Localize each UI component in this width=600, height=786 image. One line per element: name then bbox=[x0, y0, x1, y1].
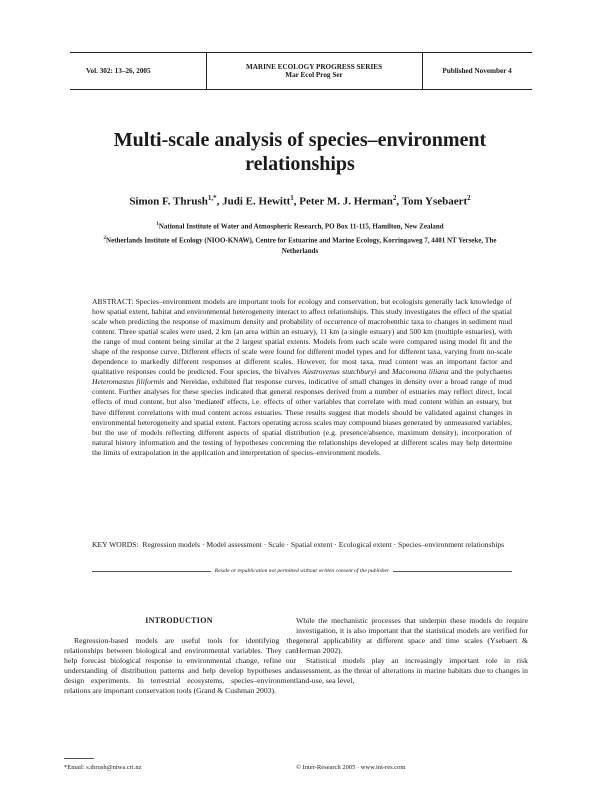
published-info bbox=[422, 53, 532, 89]
affiliation-text: Netherlands Institute of Ecology (NIOO-KNAW), Centre for Estuarine and Marine Ecology, Korringaweg 7, 4401 NT Yerseke, The Netherlands bbox=[106, 236, 497, 255]
author-separator: , bbox=[396, 195, 402, 208]
author-separator: , bbox=[216, 195, 223, 208]
author-name: Peter M. J. Herman bbox=[299, 195, 393, 208]
intro-text: Regression-based models are useful tools for identifying the relationships between biological and environmental variables. They can help forecast biological response to environmental change, refine our understanding of distribution patterns and help develop hypotheses and design experiments. In terrestrial ecosystems, species–environment relations are important conservation tools (Grand & Cushman 2003). bbox=[64, 636, 296, 696]
species-name: Austrovenus stutchburyi bbox=[302, 367, 377, 377]
author-name: Simon F. Thrush bbox=[129, 195, 208, 208]
section-heading: INTRODUCTION bbox=[145, 616, 213, 625]
keywords-label: KEY WORDS: bbox=[92, 540, 139, 549]
affiliation-number: 2 bbox=[103, 236, 107, 241]
article-title bbox=[60, 128, 540, 176]
affiliation-1 bbox=[100, 220, 500, 232]
journal-name: MARINE ECOLOGY PROGRESS SERIES bbox=[245, 63, 383, 71]
author-affil-mark: 1,* bbox=[207, 194, 217, 202]
affiliation-2 bbox=[100, 234, 500, 256]
resale-notice bbox=[92, 568, 512, 574]
published-date: Published November 4 bbox=[442, 67, 512, 75]
intro-paragraph: Statistical models play an increasingly important role in risk assessment, as the threat of alterations in marine habitats due to changes in land-use, sea level, bbox=[296, 656, 528, 686]
right-column bbox=[296, 616, 528, 686]
author-affil-mark: 2 bbox=[392, 194, 397, 202]
journal-header bbox=[70, 52, 532, 90]
author-name: Tom Ysebaert bbox=[401, 195, 468, 208]
journal-abbrev: Mar Ecol Prog Ser bbox=[285, 71, 343, 79]
volume-text: Vol. 302: 13–26, 2005 bbox=[86, 67, 151, 75]
affiliation-text: National Institute of Water and Atmospheric Research, PO Box 11-115, Hamilton, New Zealand bbox=[158, 222, 444, 231]
title-line-1: Multi-scale analysis of species–environment bbox=[113, 129, 487, 151]
abstract-text: Species–environment models are important tools for ecology and conservation, but ecologists generally lack knowledge of how spatial extent, habitat and environmental heterogeneity interact to affect relationships. This study investigates the effect of the spatial scale when predicting the response of maximum density and probability of occurrence of macrobenthic taxa to changes in sediment mud content. Three spatial scales were used, 2 km (an area within an estuary), 11 km (a single estuary) and 500 km (multiple estuaries), with the range of mud content being similar at the 2 largest spatial extents. Models from each scale were compared using model fit and the shape of the response curve. Different effects of scale were found for different model types and for different taxa, varying from no-scale dependence to markedly different responses at different scales. However, for most taxa, mud content was an important factor and qualitative responses could be predicted. Four species, the bivalves bbox=[92, 297, 512, 377]
intro-paragraph: While the mechanistic processes that underpin these models do require investigation, it is also important that the statistical models are verified for general applicability at different space and time scales (Ysebaert & Herman 2002). bbox=[296, 616, 528, 656]
intro-paragraph bbox=[64, 636, 296, 696]
author-separator: , bbox=[293, 195, 300, 208]
affiliation-number: 1 bbox=[156, 222, 159, 227]
species-name: Macomona liliana bbox=[392, 367, 449, 377]
abstract-text: and Nereidae, exhibited flat response curves, indicative of small changes in density over a broad range of mud content. Further analyses for these species indicated that general responses derived from a number of estuaries may reflect direct, local effects of mud content, but also 'mediated' effects, i.e. effects of other variables that correlate with mud content within an estuary, but have different correlations with mud content across estuaries. These results suggest that models should be validated against changes in environmental heterogeneity and spatial extent. Factors operating across scales may compound biases generated by unmeasured variables, but the use of models reflecting different aspects of spatial distribution (e.g. presence/absence, maximum density), incorporation of natural history information and the testing of hypotheses concerning the relationships developed at different scales may help determine the limits of extrapolation in the application and interpretation of species–environment models. bbox=[92, 377, 512, 457]
footnote-divider bbox=[64, 758, 94, 759]
title-line-2: relationships bbox=[245, 153, 355, 175]
journal-info bbox=[206, 53, 423, 89]
volume-info bbox=[70, 53, 207, 89]
corresponding-email: *Email: s.thrush@niwa.cri.nz bbox=[64, 764, 142, 771]
abstract-text: and the polychaetes bbox=[451, 367, 512, 377]
abstract bbox=[92, 297, 512, 458]
author-affil-mark: 2 bbox=[467, 194, 471, 202]
resale-text: Resale or republication not permitted without written consent of the publisher bbox=[211, 568, 393, 574]
author-affil-mark: 1 bbox=[290, 194, 294, 202]
abstract-text: and bbox=[378, 367, 390, 377]
keywords-text: Regression models · Model assessment · Scale · Spatial extent · Ecological extent · Species–environment relationships bbox=[142, 540, 505, 549]
species-name: Heteromastus filiformis bbox=[92, 377, 165, 387]
copyright-notice: © Inter-Research 2005 · www.int-res.com bbox=[296, 764, 406, 771]
author-name: Judi E. Hewitt bbox=[222, 195, 291, 208]
author-list bbox=[60, 194, 540, 208]
abstract-label: ABSTRACT: bbox=[92, 297, 134, 306]
keywords bbox=[92, 540, 512, 550]
